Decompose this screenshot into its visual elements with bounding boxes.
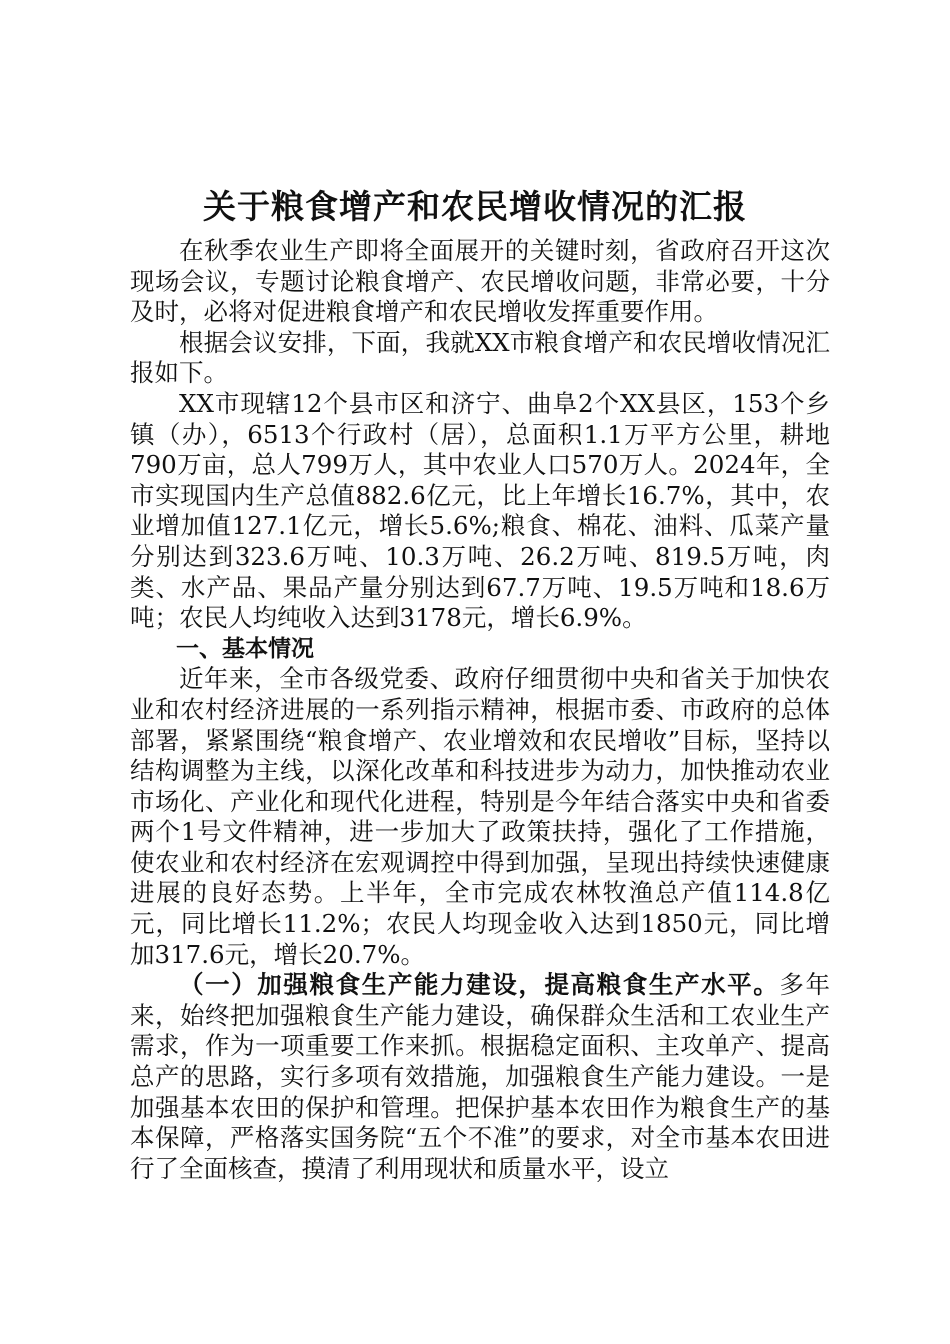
paragraph-report-intro: 根据会议安排，下面，我就XX市粮食增产和农民增收情况汇报如下。 <box>130 327 830 388</box>
paragraph-city-overview: XX市现辖12个县市区和济宁、曲阜2个XX县区，153个乡镇（办），6513个行政村（居），总面积1.1万平方公里，耕地790万亩，总人799万人，其中农业人口570万人。2024年，全市实现国内生产总值882.6亿元，比上年增长16.7%，其中，农业增加值127.1亿元，增长5.6%;粮食、棉花、油料、瓜菜产量分别达到323.6万吨、10.3万吨、26.2万吨、819.5万吨，肉类、水产品、果品产量分别达到67.7万吨、19.5万吨和18.6万吨；农民人均纯收入达到3178元，增长6.9%。 <box>130 388 830 633</box>
paragraph-subsection-1 <box>130 970 830 1184</box>
section-heading: 一、基本情况 <box>176 635 314 662</box>
paragraph-intro: 在秋季农业生产即将全面展开的关键时刻，省政府召开这次现场会议，专题讨论粮食增产、农民增收问题，非常必要，十分及时，必将对促进粮食增产和农民增收发挥重要作用。 <box>130 236 830 327</box>
subsection-text: 多年来，始终把加强粮食生产能力建设，确保群众生活和工农业生产需求，作为一项重要工作来抓。根据稳定面积、主攻单产、提高总产的思路，实行多项有效措施，加强粮食生产能力建设。一是加强基本农田的保护和管理。把保护基本农田作为粮食生产的基本保障，严格落实国务院“五个不准”的要求，对全市基本农田进行了全面核查，摸清了利用现状和质量水平，设立 <box>130 970 831 1183</box>
document-title: 关于粮食增产和农民增收情况的汇报 <box>203 187 747 226</box>
document-body <box>130 236 830 1184</box>
subsection-lead: （一）加强粮食生产能力建设，提高粮食生产水平。 <box>179 970 780 1000</box>
paragraph-basic-situation: 近年来，全市各级党委、政府仔细贯彻中央和省关于加快农业和农村经济进展的一系列指示精神，根据市委、市政府的总体部署，紧紧围绕“粮食增产、农业增效和农民增收”目标，坚持以结构调整为主线，以深化改革和科技进步为动力，加快推动农业市场化、产业化和现代化进程，特别是今年结合落实中央和省委两个1号文件精神，进一步加大了政策扶持，强化了工作措施，使农业和农村经济在宏观调控中得到加强，呈现出持续快速健康进展的良好态势。上半年，全市完成农林牧渔总产值114.8亿元，同比增长11.2%；农民人均现金收入达到1850元，同比增加317.6元，增长20.7%。 <box>130 664 830 969</box>
